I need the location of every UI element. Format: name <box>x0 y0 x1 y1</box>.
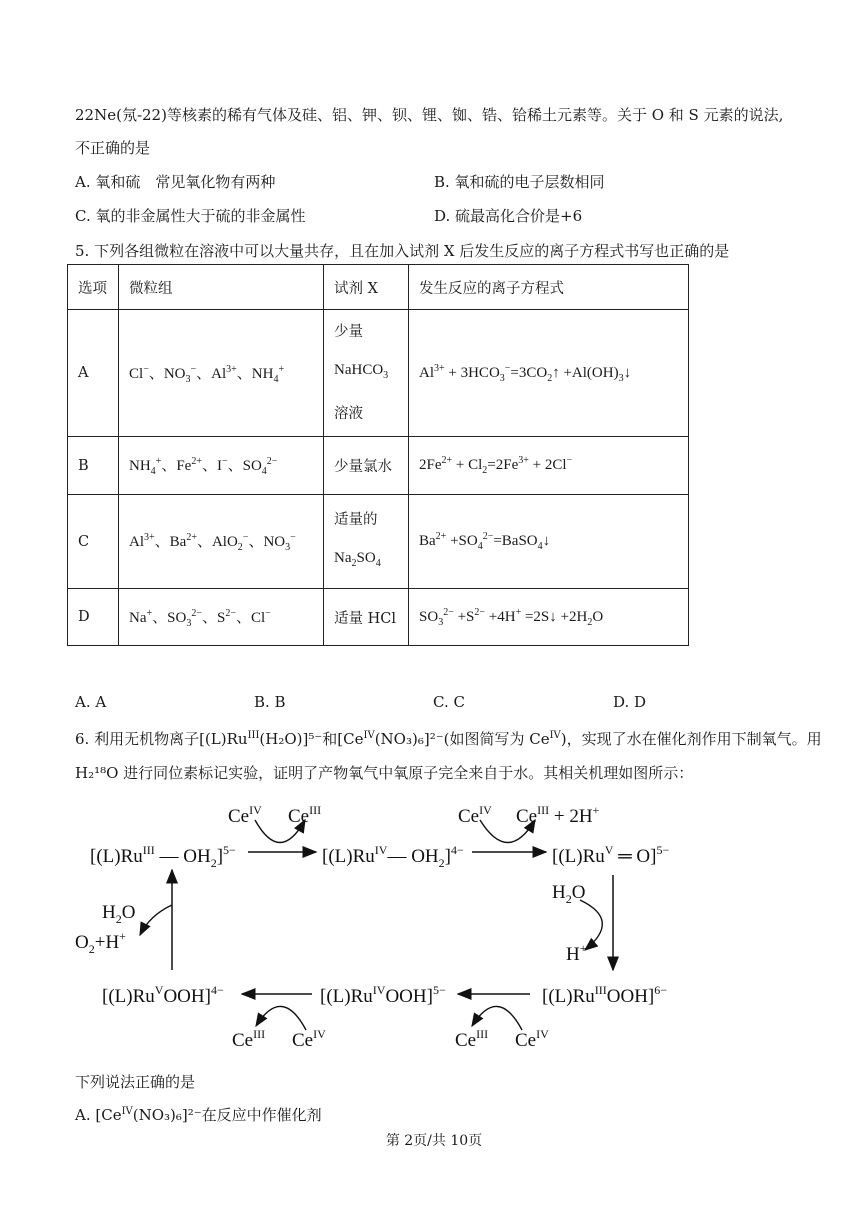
h2o-label: $H_2O$ <box>552 882 586 906</box>
q6-stem-line-2: H₂¹⁸O 进行同位素标记实验，证明了产物氧气中氧原子完全来自于水。其相关机理如图所示： <box>75 764 694 782</box>
header-equation: 发生反应的离子方程式 <box>409 265 689 310</box>
reagent-line: 少量 <box>334 324 363 340</box>
reagent: 少量氯水 <box>324 437 409 495</box>
h2o-label: $H_2O$ <box>102 902 136 926</box>
particle-group: Na+、$SO_3^{2-}$、$S^{2-}$、Cl− <box>119 589 324 646</box>
particle-group: Cl−、$NO_3^-$、$Al^{3+}$、$NH_4^+$ <box>119 310 324 437</box>
ionic-equation: $Ba^{2+}$ $+SO_4^{2-}=BaSO_4↓$ <box>409 495 689 589</box>
q4-option-a: A. 氧和硫 常见氧化物有两种 <box>75 173 276 191</box>
reagent <box>324 310 409 437</box>
species-ru3-aqua: [$(L)Ru^{III}$ — $OH_2]^{5-}$ <box>90 843 236 870</box>
particle-group: $NH_4^+$、$Fe^{2+}$、I−、$SO_4^{2-}$ <box>119 437 324 495</box>
reagent-line: 适量的 <box>334 511 378 528</box>
table-row <box>68 437 689 495</box>
particle-group: $Al^{3+}$、$Ba^{2+}$、AlO$_2$−、$NO_3^-$ <box>119 495 324 589</box>
species-ru4-aqua: [$(L)Ru^{IV}—$ $OH_2]^{4-}$ <box>322 843 464 870</box>
row-option: A <box>68 310 119 437</box>
species-ru5-oxo: [$(L)Ru^V$ ═ O]$^{5-}$ <box>552 843 670 867</box>
o2-h-label: $O_2+H^+$ <box>75 929 126 956</box>
species-ru5-hydroperoxo: $[(L)Ru^VOOH]^{4-}$ <box>102 983 224 1007</box>
intro-line-1: 22Ne(氖-22)等核素的稀有气体及硅、铝、钾、钡、锂、铷、锆、铪稀土元素等。关于 O 和 S 元素的说法, <box>75 106 784 124</box>
ce-iii-label: $Ce^{III}$ <box>288 803 322 827</box>
ce-iv-label: $Ce^{IV}$ <box>292 1027 326 1051</box>
q6-stem-line-1: 6. 利用无机物离子$[(L)Ru^{III}(H_2O)]^{5-}$和$[Ce^{IV}(NO_3)_6]^{2-}$(如图简写为 $Ce^{IV}$)，实现了水在催化剂作用下制氧气。用 <box>75 730 822 748</box>
ionic-equation: $2Fe^{2+} + Cl_2=2Fe^{3+} + 2Cl^-$ <box>409 437 689 495</box>
ionic-equation: $Al^{3+}$ + $3HCO_3^-=3CO_2↑$ $+Al(OH)_3↓$ <box>409 310 689 437</box>
table-row <box>68 495 689 589</box>
reagent-line: NaHCO$_3$ <box>334 362 389 381</box>
reagent: 适量 HCl <box>324 589 409 646</box>
reagent <box>324 495 409 589</box>
header-particles: 微粒组 <box>119 265 324 310</box>
ce-iii-label: $Ce^{III}$ <box>232 1027 266 1051</box>
q5-stem: 5. 下列各组微粒在溶液中可以大量共存，且在加入试剂 X 后发生反应的离子方程式书写也正确的是 <box>75 242 730 260</box>
reaction-mechanism-diagram <box>60 790 740 1060</box>
species-ru4-hydroperoxo: $[(L)Ru^{IV}OOH]^{5-}$ <box>320 983 446 1007</box>
row-option: C <box>68 495 119 589</box>
q4-option-b: B. 氧和硫的电子层数相同 <box>434 173 605 191</box>
q5-table <box>67 264 689 646</box>
q5-choice-a: A. A <box>75 693 107 711</box>
q4-option-c: C. 氧的非金属性大于硫的非金属性 <box>75 207 306 225</box>
q4-option-d: D. 硫最高化合价是+6 <box>434 207 583 225</box>
table-row <box>68 310 689 437</box>
ionic-equation: $SO_3^{2-} +S^{2-} +4H^+$ =2S↓ $+2H_2O$ <box>409 589 689 646</box>
row-option: B <box>68 437 119 495</box>
row-option: D <box>68 589 119 646</box>
table-header-row <box>68 265 689 310</box>
q5-choice-b: B. B <box>254 693 286 711</box>
reagent-line: $Na_2SO_4$ <box>334 549 381 569</box>
ce-iv-label: $Ce^{IV}$ <box>228 803 262 827</box>
ce-iii-label: $Ce^{III} + 2H^+$ <box>516 803 600 827</box>
header-option: 选项 <box>68 265 119 310</box>
table-row <box>68 589 689 646</box>
intro-line-2: 不正确的是 <box>75 139 151 157</box>
reagent-line: 溶液 <box>334 406 363 422</box>
h-plus-label: H+ <box>566 941 587 965</box>
page-footer: 第 2页/共 10页 <box>385 1133 483 1149</box>
ce-iv-label: $Ce^{IV}$ <box>515 1027 549 1051</box>
ce-iv-label: $Ce^{IV}$ <box>458 803 492 827</box>
species-ru3-hydroperoxo: $[(L)Ru^{III}OOH]^{6-}$ <box>542 983 668 1007</box>
q5-choice-c: C. C <box>433 693 465 711</box>
ce-iii-label: $Ce^{III}$ <box>455 1027 489 1051</box>
q5-choice-d: D. D <box>613 693 647 711</box>
q6-question: 下列说法正确的是 <box>75 1073 196 1091</box>
header-reagent: 试剂 X <box>324 265 409 310</box>
q6-option-a: A. $[Ce^{IV}(NO_3)_6]^{2-}$在反应中作催化剂 <box>75 1106 322 1124</box>
